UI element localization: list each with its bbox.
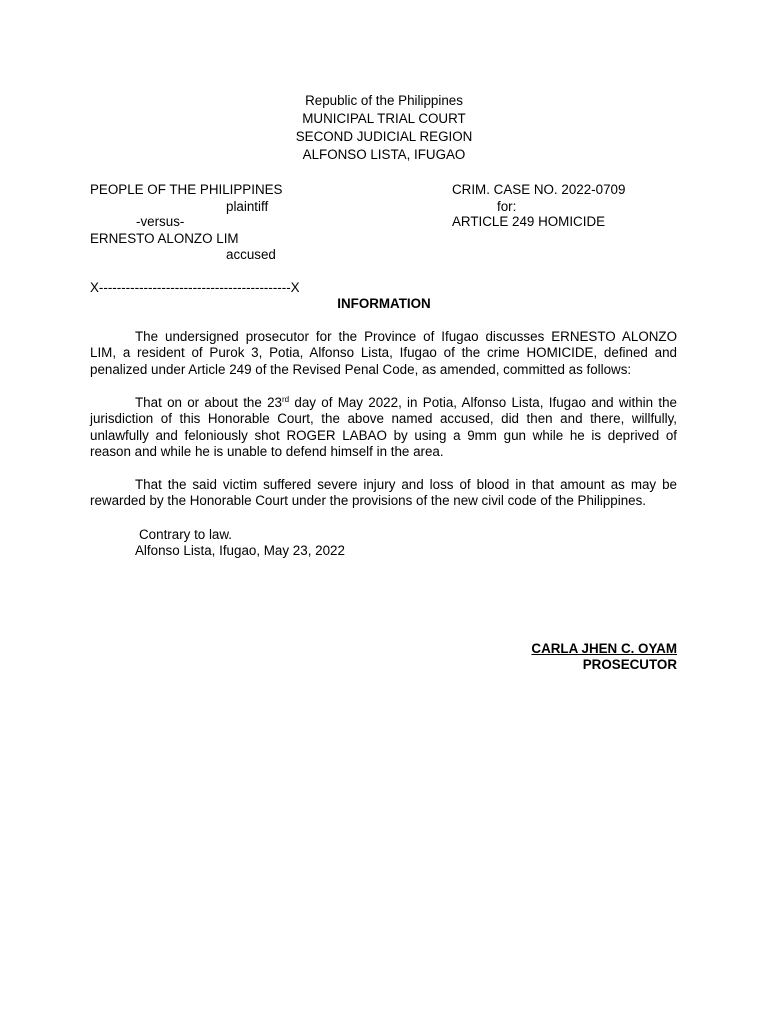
paragraph-1-line-2: LIM, a resident of Purok 3, Potia, Alfonso Lista, Ifugao of the crime HOMICIDE, defined and bbox=[90, 345, 677, 361]
paragraph-2 bbox=[90, 395, 677, 461]
paragraph-3-line-2: rewarded by the Honorable Court under the provisions of the new civil code of the Philippines. bbox=[90, 493, 647, 509]
paragraph-2-line-4: reason and while he is unable to defend himself in the area. bbox=[90, 444, 444, 460]
versus-label: -versus- bbox=[136, 214, 185, 229]
place-and-date: Alfonso Lista, Ifugao, May 23, 2022 bbox=[135, 543, 345, 558]
header-court: MUNICIPAL TRIAL COURT bbox=[302, 111, 466, 126]
plaintiff-name: PEOPLE OF THE PHILIPPINES bbox=[90, 182, 283, 197]
caption-separator: X-------------------------------------------X bbox=[90, 280, 300, 295]
accused-label: accused bbox=[226, 247, 276, 262]
plaintiff-label: plaintiff bbox=[226, 199, 269, 214]
header-republic: Republic of the Philippines bbox=[305, 93, 463, 108]
accused-name: ERNESTO ALONZO LIM bbox=[90, 231, 239, 246]
header-region: SECOND JUDICIAL REGION bbox=[295, 129, 473, 144]
document-title: INFORMATION bbox=[337, 296, 431, 311]
paragraph-1-line-1: The undersigned prosecutor for the Province of Ifugao discusses ERNESTO ALONZO bbox=[135, 329, 677, 344]
paragraph-3 bbox=[90, 477, 677, 510]
header-location: ALFONSO LISTA, IFUGAO bbox=[302, 147, 466, 162]
paragraph-1 bbox=[90, 329, 677, 378]
signatory-name: CARLA JHEN C. OYAM bbox=[531, 641, 677, 656]
paragraph-3-line-1: That the said victim suffered severe injury and loss of blood in that amount as may be bbox=[135, 477, 677, 492]
paragraph-2-line-1: That on or about the 23rd day of May 2022, in Potia, Alfonso Lista, Ifugao and within the bbox=[135, 395, 677, 410]
closing-statement: Contrary to law. bbox=[139, 527, 233, 542]
signatory-title: PROSECUTOR bbox=[582, 657, 677, 672]
paragraph-1-line-3: penalized under Article 249 of the Revised Penal Code, as amended, committed as follows: bbox=[90, 361, 632, 377]
paragraph-2-line-2: jurisdiction of this Honorable Court, the above named accused, did then and there, willfully, bbox=[90, 411, 677, 427]
paragraph-2-line-3: unlawfully and feloniously shot ROGER LABAO by using a 9mm gun while he is deprived of bbox=[90, 427, 677, 443]
for-label: for: bbox=[497, 199, 517, 214]
charge-label: ARTICLE 249 HOMICIDE bbox=[452, 214, 606, 229]
case-number: CRIM. CASE NO. 2022-0709 bbox=[452, 182, 626, 197]
